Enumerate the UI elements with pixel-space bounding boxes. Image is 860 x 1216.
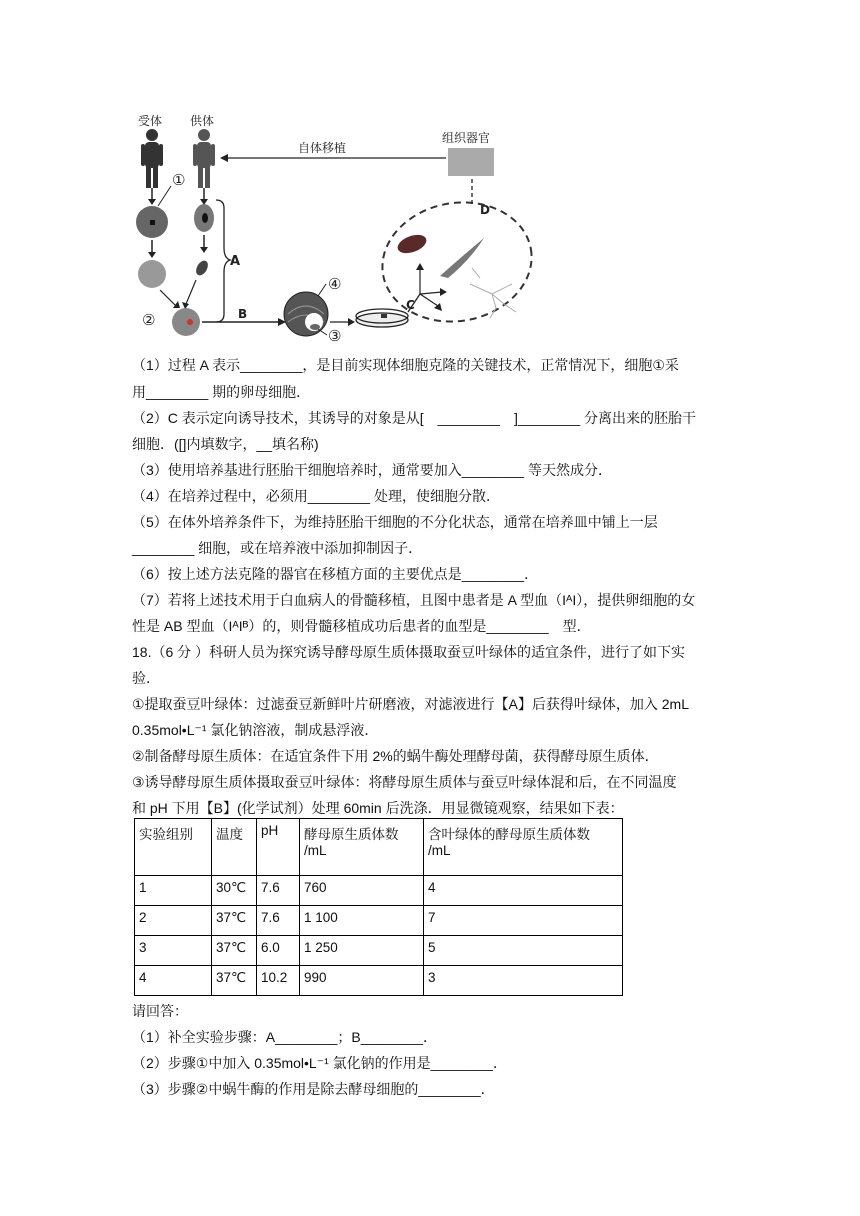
- q17-line-10: （7）若将上述技术用于白血病人的骨髓移植，且图中患者是 A 型血（IᴬI），提供卵细胞的女: [132, 592, 696, 608]
- label-B: B: [238, 307, 248, 321]
- marker-2: ②: [142, 311, 156, 329]
- table-cell: 7.6: [257, 906, 300, 936]
- q17-line-8: ________ 细胞，或在培养液中添加抑制因子．: [132, 540, 423, 556]
- table-cell: 990: [300, 966, 424, 996]
- autotransplant-label: 自体移植: [298, 141, 347, 155]
- table-cell: 4: [424, 876, 623, 906]
- table-cell: 1: [135, 876, 212, 906]
- donor-figure: [193, 129, 215, 188]
- header-cell-ph: pH: [257, 819, 300, 876]
- table-cell: 7.6: [257, 876, 300, 906]
- table-row: [135, 936, 623, 966]
- label-D: D: [480, 203, 490, 217]
- q18-line-7: 和 pH 下用【B】(化学试剂）处理 60min 后洗涤．用显微镜观察，结果如下表：: [132, 800, 624, 816]
- q18-after-line-4: （3）步骤②中蜗牛酶的作用是除去酵母细胞的________．: [132, 1081, 495, 1097]
- table-cell: 7: [424, 906, 623, 936]
- marker-3: ③: [328, 327, 342, 345]
- table-cell: 3: [424, 966, 623, 996]
- q17-line-5: （3）使用培养基进行胚胎干细胞培养时，通常要加入________ 等天然成分．: [132, 462, 612, 478]
- marker-4: ④: [328, 275, 342, 293]
- q17-line-7: （5）在体外培养条件下，为维持胚胎干细胞的不分化状态，通常在培养皿中铺上一层: [132, 514, 658, 530]
- donor-nucleus: [194, 259, 211, 278]
- header-cell-group: 实验组别: [135, 819, 212, 876]
- blastocyst: [284, 292, 328, 336]
- table-cell: 2: [135, 906, 212, 936]
- table-cell: 4: [135, 966, 212, 996]
- table-cell: 37℃: [212, 936, 257, 966]
- q17-line-11: 性是 AB 型血（IᴬIᴮ）的，则骨髓移植成功后患者的血型是________ 型．: [132, 618, 591, 634]
- header-cell-chloroplast-count: 含叶绿体的酵母原生质体数 /mL: [424, 819, 623, 876]
- q17-line-2: 用________ 期的卵母细胞．: [132, 384, 311, 400]
- table-cell: 37℃: [212, 906, 257, 936]
- red-blood-cell: [395, 231, 429, 256]
- label-A: A: [230, 254, 241, 269]
- q18-line-1: 18.（6 分 ）科研人员为探究诱导酵母原生质体摄取蚕豆叶绿体的适宜条件，进行了如下实: [132, 644, 686, 660]
- recipient-label: 受体: [138, 114, 163, 128]
- table-cell: 760: [300, 876, 424, 906]
- q17-line-6: （4）在培养过程中，必须用________ 处理，使细胞分散．: [132, 488, 500, 504]
- table-cell: 5: [424, 936, 623, 966]
- q17-line-9: （6）按上述方法克隆的器官在移植方面的主要优点是________．: [132, 566, 539, 582]
- q18-line-6: ③诱导酵母原生质体摄取蚕豆叶绿体：将酵母原生质体与蚕豆叶绿体混和后，在不同温度: [132, 774, 677, 790]
- tissue-organ-label: 组织器官: [442, 131, 491, 145]
- table-cell: 30℃: [212, 876, 257, 906]
- q18-after-line-1: 请回答：: [132, 1003, 188, 1019]
- petri-dish: [356, 309, 408, 327]
- header-cell-temperature: 温度: [212, 819, 257, 876]
- q17-line-4: 细胞．([]内填数字，__填名称): [132, 436, 319, 452]
- table-row: [135, 876, 623, 906]
- table-row: [135, 906, 623, 936]
- q18-after-line-3: （2）步骤①中加入 0.35mol•L⁻¹ 氯化钠的作用是________．: [132, 1055, 507, 1071]
- table-cell: 37℃: [212, 966, 257, 996]
- table-row: [135, 966, 623, 996]
- marker-1: ①: [172, 171, 186, 189]
- enucleated-oocyte: [138, 260, 166, 288]
- table-cell: 6.0: [257, 936, 300, 966]
- q18-line-5: ②制备酵母原生质体：在适宜条件下用 2%的蜗牛酶处理酵母菌，获得酵母原生质体．: [132, 748, 659, 764]
- table-cell: 1 250: [300, 936, 424, 966]
- table-cell: 3: [135, 936, 212, 966]
- label-C: C: [406, 298, 415, 312]
- q18-line-4: 0.35mol•L⁻¹ 氯化钠溶液，制成悬浮液．: [132, 722, 379, 738]
- header-cell-protoplast-count: 酵母原生质体数 /mL: [300, 819, 424, 876]
- cloning-diagram: [120, 108, 540, 348]
- reconstructed-egg: [172, 308, 200, 336]
- donor-label: 供体: [190, 114, 215, 128]
- table-cell: 1 100: [300, 906, 424, 936]
- q17-line-1: （1）过程 A 表示________，是目前实现体细胞克隆的关键技术，正常情况下，细胞①采: [132, 357, 679, 373]
- q18-after-line-2: （1）补全实验步骤：A________；B________．: [132, 1029, 438, 1045]
- q17-line-3: （2）C 表示定向诱导技术，其诱导的对象是从[ ________ ]________ 分离出来的胚胎干: [132, 410, 697, 426]
- q18-line-3: ①提取蚕豆叶绿体：过滤蚕豆新鲜叶片研磨液，对滤液进行【A】后获得叶绿体，加入 2mL: [132, 696, 690, 712]
- q18-line-2: 验．: [132, 670, 160, 686]
- tissue-organ-box: [448, 148, 494, 176]
- muscle-cell: [440, 238, 484, 278]
- table-cell: 10.2: [257, 966, 300, 996]
- table-header-row: [135, 819, 623, 876]
- recipient-figure: [141, 129, 163, 188]
- results-table: [134, 818, 623, 996]
